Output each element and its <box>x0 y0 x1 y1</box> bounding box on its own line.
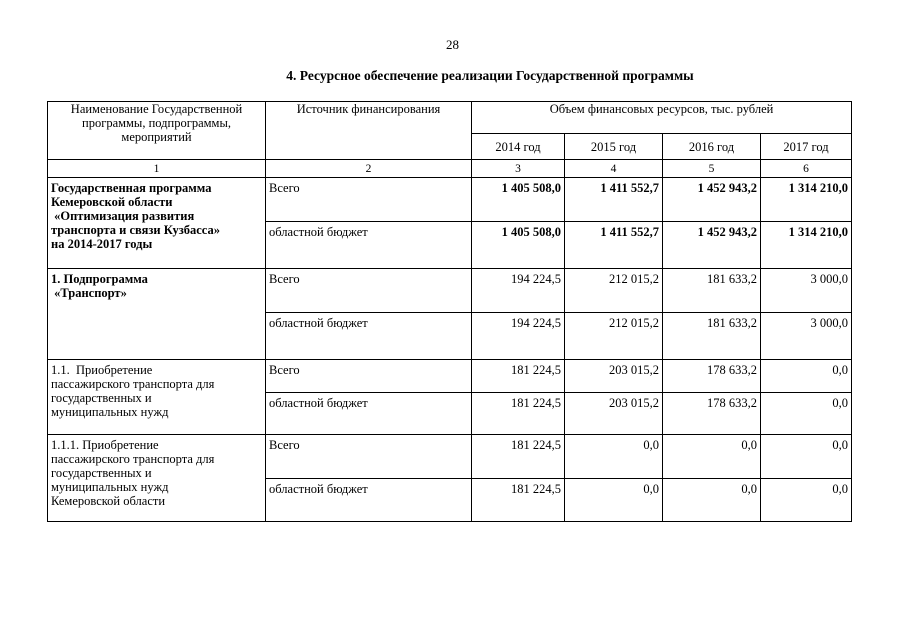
program-name-cell <box>48 178 266 269</box>
program-name-line: Государственная программа <box>51 181 212 195</box>
column-number: 4 <box>565 160 663 178</box>
header-source-col: Источник финансирования <box>266 102 472 160</box>
funding-source-cell: Всего <box>266 269 472 313</box>
header-name-col <box>48 102 266 160</box>
resource-table-body <box>48 102 852 522</box>
column-number: 3 <box>472 160 565 178</box>
program-name-line: муниципальных нужд <box>51 405 169 419</box>
amount-cell: 1 452 943,2 <box>663 222 761 269</box>
program-name-line: муниципальных нужд <box>51 480 169 494</box>
header-name-line: мероприятий <box>121 130 192 144</box>
amount-cell: 1 405 508,0 <box>472 178 565 222</box>
program-name-line: государственных и <box>51 466 152 480</box>
program-name-line: транспорта и связи Кузбасса» <box>51 223 221 237</box>
funding-source-cell: областной бюджет <box>266 222 472 269</box>
column-number-row <box>48 160 852 178</box>
header-year: 2016 год <box>663 134 761 160</box>
program-name-line: на 2014-2017 годы <box>51 237 153 251</box>
amount-cell: 0,0 <box>761 479 852 522</box>
program-name-cell <box>48 435 266 522</box>
program-name-line: 1.1. Приобретение <box>51 363 153 377</box>
amount-cell: 181 633,2 <box>663 269 761 313</box>
amount-cell: 203 015,2 <box>565 360 663 393</box>
amount-cell: 1 314 210,0 <box>761 178 852 222</box>
amount-cell: 181 224,5 <box>472 435 565 479</box>
table-row <box>48 435 852 479</box>
amount-cell: 181 224,5 <box>472 360 565 393</box>
amount-cell: 3 000,0 <box>761 313 852 360</box>
header-volume-group: Объем финансовых ресурсов, тыс. рублей <box>472 102 852 134</box>
program-name-line: Кемеровской области <box>51 494 166 508</box>
table-row <box>48 178 852 222</box>
program-name-line: 1.1.1. Приобретение <box>51 438 159 452</box>
amount-cell: 0,0 <box>761 435 852 479</box>
funding-source-cell: Всего <box>266 360 472 393</box>
amount-cell: 178 633,2 <box>663 393 761 435</box>
amount-cell: 1 405 508,0 <box>472 222 565 269</box>
amount-cell: 181 224,5 <box>472 479 565 522</box>
program-name-line: пассажирского транспорта для <box>51 452 215 466</box>
amount-cell: 1 314 210,0 <box>761 222 852 269</box>
amount-cell: 0,0 <box>663 435 761 479</box>
funding-source-cell: Всего <box>266 435 472 479</box>
program-name-cell <box>48 269 266 360</box>
funding-source-cell: областной бюджет <box>266 393 472 435</box>
header-row <box>48 102 852 134</box>
amount-cell: 181 224,5 <box>472 393 565 435</box>
program-name-line: «Оптимизация развития <box>51 209 195 223</box>
funding-source-cell: областной бюджет <box>266 479 472 522</box>
amount-cell: 0,0 <box>761 393 852 435</box>
header-name-line: Наименование Государственной <box>70 102 243 116</box>
amount-cell: 3 000,0 <box>761 269 852 313</box>
header-year: 2017 год <box>761 134 852 160</box>
header-year: 2015 год <box>565 134 663 160</box>
amount-cell: 1 452 943,2 <box>663 178 761 222</box>
amount-cell: 203 015,2 <box>565 393 663 435</box>
amount-cell: 212 015,2 <box>565 313 663 360</box>
header-year: 2014 год <box>472 134 565 160</box>
column-number: 1 <box>48 160 266 178</box>
section-heading: 4. Ресурсное обеспечение реализации Государственной программы <box>286 68 694 83</box>
amount-cell: 181 633,2 <box>663 313 761 360</box>
program-name-line: Кемеровской области <box>51 195 173 209</box>
program-name-line: «Транспорт» <box>51 286 127 300</box>
page-number: 28 <box>446 37 459 52</box>
program-name-line: государственных и <box>51 391 152 405</box>
amount-cell: 212 015,2 <box>565 269 663 313</box>
amount-cell: 1 411 552,7 <box>565 178 663 222</box>
funding-source-cell: Всего <box>266 178 472 222</box>
funding-source-cell: областной бюджет <box>266 313 472 360</box>
column-number: 2 <box>266 160 472 178</box>
column-number: 5 <box>663 160 761 178</box>
amount-cell: 1 411 552,7 <box>565 222 663 269</box>
column-number: 6 <box>761 160 852 178</box>
amount-cell: 0,0 <box>761 360 852 393</box>
program-name-cell <box>48 360 266 435</box>
amount-cell: 0,0 <box>565 479 663 522</box>
table-row <box>48 269 852 313</box>
program-name-line: пассажирского транспорта для <box>51 377 215 391</box>
amount-cell: 0,0 <box>565 435 663 479</box>
amount-cell: 194 224,5 <box>472 269 565 313</box>
program-name-line: 1. Подпрограмма <box>51 272 148 286</box>
amount-cell: 194 224,5 <box>472 313 565 360</box>
table-row <box>48 360 852 393</box>
amount-cell: 0,0 <box>663 479 761 522</box>
resource-table <box>47 101 852 522</box>
amount-cell: 178 633,2 <box>663 360 761 393</box>
header-name-line: программы, подпрограммы, <box>82 116 231 130</box>
